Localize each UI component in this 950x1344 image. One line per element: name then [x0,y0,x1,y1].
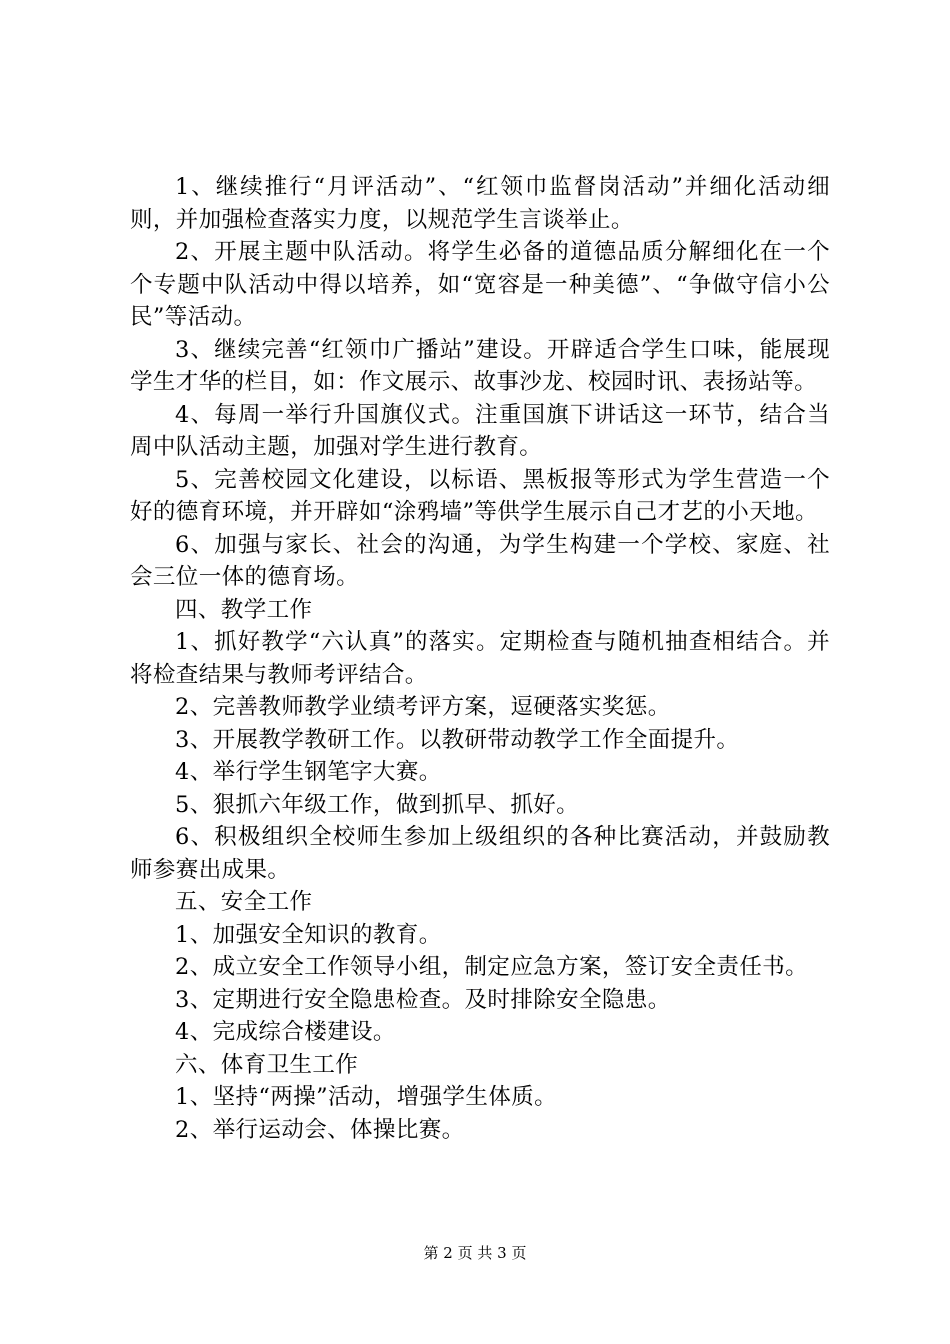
paragraph-6: 6、加强与家长、社会的沟通，为学生构建一个学校、家庭、社会三位一体的德育场。 [130,531,830,590]
paragraph-5: 5、完善校园文化建设，以标语、黑板报等形式为学生营造一个好的德育环境，并开辟如“涂鸦墙”等供学生展示自己才艺的小天地。 [130,466,830,525]
paragraph-7: 1、抓好教学“六认真”的落实。定期检查与随机抽查相结合。并将检查结果与教师考评结合。 [130,629,830,688]
paragraph-17: 1、坚持“两操”活动，增强学生体质。 [175,1084,558,1110]
paragraph-15: 3、定期进行安全隐患检查。及时排除安全隐患。 [175,986,671,1013]
paragraph-4: 4、每周一举行升国旗仪式。注重国旗下讲话这一环节，结合当周中队活动主题，加强对学生进行教育。 [130,401,830,460]
paragraph-14: 2、成立安全工作领导小组，制定应急方案，签订安全责任书。 [175,954,809,980]
paragraph-18: 2、举行运动会、体操比赛。 [175,1116,465,1143]
paragraph-13: 1、加强安全知识的教育。 [175,921,442,948]
paragraph-12: 6、积极组织全校师生参加上级组织的各种比赛活动，并鼓励教师参赛出成果。 [130,824,830,883]
paragraph-16: 4、完成综合楼建设。 [175,1019,396,1045]
paragraph-3: 3、继续完善“红领巾广播站”建设。开辟适合学生口味，能展现学生才华的栏目，如：作文展示、故事沙龙、校园时讯、表扬站等。 [130,336,830,395]
paragraph-1: 1、继续推行“月评活动”、“红领巾监督岗活动”并细化活动细则，并加强检查落实力度，以规范学生言谈举止。 [130,174,830,233]
section-heading-sports-health: 六、体育卫生工作 [175,1051,359,1078]
section-heading-safety: 五、安全工作 [175,889,313,915]
paragraph-8: 2、完善教师教学业绩考评方案，逗硬落实奖惩。 [175,694,671,720]
section-heading-teaching: 四、教学工作 [175,596,313,623]
document-body [130,171,830,1146]
paragraph-9: 3、开展教学教研工作。以教研带动教学工作全面提升。 [175,726,740,753]
page-number-footer: 第 2 页 共 3 页 [423,1244,527,1262]
paragraph-11: 5、狠抓六年级工作，做到抓早、抓好。 [175,791,580,818]
paragraph-2: 2、开展主题中队活动。将学生必备的道德品质分解细化在一个个专题中队活动中得以培养，如“宽容是一种美德”、“争做守信小公民”等活动。 [130,239,830,330]
paragraph-10: 4、举行学生钢笔字大赛。 [175,759,442,785]
